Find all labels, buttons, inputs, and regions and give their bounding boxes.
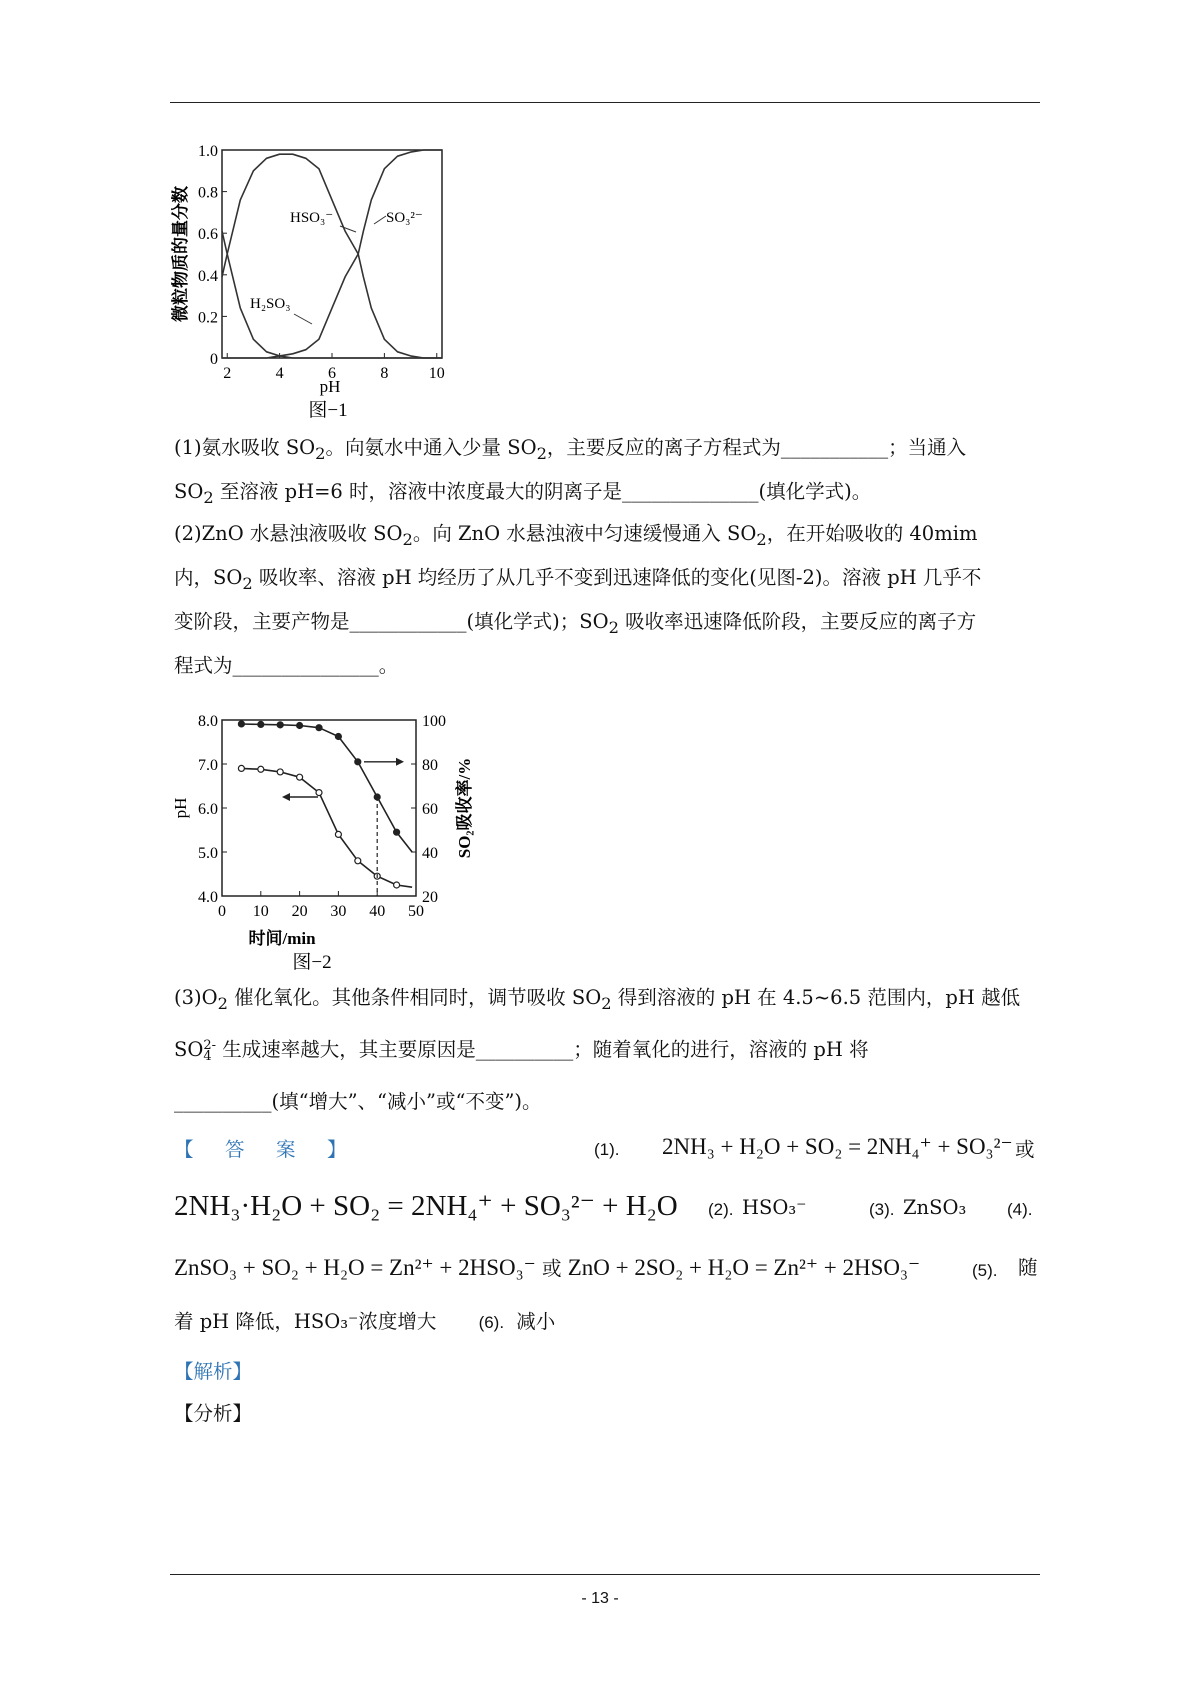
fig1-x-tick-label: 2 <box>223 365 232 382</box>
fig2-data-point <box>258 721 264 727</box>
fig2-x-tick-label: 10 <box>252 903 269 920</box>
fig1-y-axis-label: 微粒物质的量分数 <box>171 186 190 322</box>
fig1-y-tick-label: 0 <box>210 351 218 368</box>
fig2-plot-frame <box>222 720 416 896</box>
question-2-line-4: 程式为_______________。 <box>174 654 399 677</box>
fig2-right-tick-label: 80 <box>422 757 438 774</box>
question-3-line-1: $(3)O_2$ 催化氧化。其他条件相同时，调节吸收 $SO_2$ 得到溶液的 pH 在 4.5~6.5 范围内，pH 越低 <box>174 986 1021 1013</box>
question-2-line-2: 内，$SO_2$ 吸收率、溶液 pH 均经历了从几乎不变到迅速降低的变化(见图-2)。溶液 pH 几乎不 <box>174 566 982 593</box>
fig2-x-tick-label: 50 <box>408 903 424 920</box>
answer-equation-2: 2NH₃·H₂O + SO₂ = 2NH₄⁺ + SO₃²⁻ + H₂O <box>174 1190 678 1222</box>
fig2-right-tick-label: 100 <box>422 713 446 730</box>
answer-header: 【 答 案 】 <box>174 1138 353 1161</box>
fig1-plot-frame <box>222 150 442 358</box>
analysis-subheading: 【分析】 <box>174 1402 253 1425</box>
fig1-series-line <box>222 150 442 358</box>
footer-rule <box>170 1574 1040 1575</box>
fig2-right-arrowhead <box>396 758 404 766</box>
fig2-data-point <box>394 829 400 835</box>
fig2-data-point <box>335 734 341 740</box>
page-number: - 13 - <box>581 1590 619 1607</box>
fig2-data-point <box>316 790 322 796</box>
fig1-x-axis-label: pH <box>319 377 341 396</box>
fig1-y-tick-label: 0.4 <box>198 267 218 285</box>
fig1-y-tick-label: 1.0 <box>198 143 218 160</box>
fig2-left-tick-label: 8.0 <box>198 713 218 730</box>
header-rule <box>170 102 1040 103</box>
fig2-x-tick-label: 30 <box>330 903 347 920</box>
figure-2-chart <box>170 700 530 1000</box>
fig1-y-tick-label: 0.8 <box>198 184 218 202</box>
fig2-data-point <box>258 766 264 772</box>
fig2-data-point <box>277 769 283 775</box>
fig1-x-tick-label: 4 <box>275 365 284 382</box>
figure-1-chart <box>170 140 490 440</box>
fig2-data-point <box>277 722 283 728</box>
question-2-line-1: (2)ZnO 水悬浊液吸收 $SO_2$。向 ZnO 水悬浊液中匀速缓慢通入 $SO_2$，在开始吸收的 40mim <box>174 522 978 549</box>
fig2-x-tick-label: 20 <box>291 903 308 920</box>
fig2-data-point <box>297 774 303 780</box>
fig2-data-point <box>238 721 244 727</box>
answer-line-1: 【 答 案 】 (1). 2NH₃ + H₂O + SO₂ = 2NH₄⁺ + SO₃²⁻ 或 <box>174 1134 1035 1161</box>
fig2-left-tick-label: 4.0 <box>198 889 218 906</box>
question-3-line-2: SO 2- 4 生成速率越大，其主要原因是__________；随着氧化的进行，溶液的 pH 将 <box>174 1037 869 1064</box>
fig2-left-axis-label: pH <box>171 797 190 819</box>
fig2-caption: 图−2 <box>292 952 332 973</box>
fig2-right-axis-label: SO₂吸收率/% <box>455 757 474 859</box>
answer-line-4: 着 pH 降低，HSO₃⁻浓度增大 (6). 减小 <box>174 1310 556 1333</box>
fig1-label-leader <box>374 216 386 224</box>
fig1-x-tick-label: 6 <box>328 365 336 382</box>
question-1-line-2: $SO_2$ 至溶液 pH=6 时，溶液中浓度最大的阴离子是______________(填化学式)。 <box>174 480 872 507</box>
fig2-series-line <box>241 724 412 852</box>
fig1-x-tick-label: 8 <box>380 365 389 382</box>
fig1-label-leader <box>340 226 356 232</box>
fig2-right-tick-label: 40 <box>422 845 438 862</box>
question-2-line-3: 变阶段，主要产物是____________(填化学式)；$SO_2$ 吸收率迅速降低阶段，主要反应的离子方 <box>174 610 977 637</box>
fig2-right-tick-label: 60 <box>422 801 438 818</box>
fig2-left-arrowhead <box>282 793 290 801</box>
fig2-data-point <box>297 723 303 729</box>
fig2-data-point <box>238 765 244 771</box>
fig2-left-tick-label: 7.0 <box>198 757 218 774</box>
fig1-caption: 图−1 <box>308 400 348 421</box>
fig1-y-tick-label: 0.2 <box>198 309 218 327</box>
fig1-y-tick-label: 0.6 <box>198 226 218 244</box>
fig2-left-tick-label: 6.0 <box>198 801 218 818</box>
fig1-label-h2so3: H₂SO₃ <box>250 296 291 312</box>
fig2-series-line <box>241 768 412 887</box>
fig2-x-axis-label: 时间/min <box>248 929 316 948</box>
answer-line-3: ZnSO₃ + SO₂ + H₂O = Zn²⁺ + 2HSO₃⁻ 或 ZnO + 2SO₂ + H₂O = Zn²⁺ + 2HSO₃⁻ (5). 随 <box>174 1255 1038 1280</box>
analysis-label: 【解析】 <box>174 1360 253 1383</box>
answer-equation-1: 2NH₃ + H₂O + SO₂ = 2NH₄⁺ + SO₃²⁻ <box>662 1134 1013 1159</box>
fig1-series-line <box>222 231 442 358</box>
fig1-label-so3: SO₃²⁻ <box>386 210 423 226</box>
fig2-data-point <box>355 858 361 864</box>
fig2-x-tick-label: 0 <box>218 903 226 920</box>
fig2-left-tick-label: 5.0 <box>198 845 218 862</box>
answer-equation-4b: ZnO + 2SO₂ + H₂O = Zn²⁺ + 2HSO₃⁻ <box>567 1255 921 1280</box>
answer-equation-4a: ZnSO₃ + SO₂ + H₂O = Zn²⁺ + 2HSO₃⁻ <box>174 1255 536 1280</box>
fig1-series-line <box>222 154 442 358</box>
fig2-x-tick-label: 40 <box>369 903 386 920</box>
fig2-right-tick-label: 20 <box>422 889 438 906</box>
fig2-data-point <box>335 831 341 837</box>
fig1-x-tick-label: 10 <box>428 365 445 382</box>
fig2-data-point <box>355 759 361 765</box>
question-3-line-3: __________(填“增大”、“减小”或“不变”)。 <box>174 1090 542 1113</box>
answer-line-2: 2NH₃·H₂O + SO₂ = 2NH₄⁺ + SO₃²⁻ + H₂O (2). HSO₃⁻ (3). ZnSO₃ (4). <box>174 1190 1033 1222</box>
question-1-line-1: (1)氨水吸收 $SO_2$。向氨水中通入少量 $SO_2$，主要反应的离子方程式为___________；当通入 <box>174 436 967 463</box>
fig2-data-point <box>394 882 400 888</box>
fig2-data-point <box>316 725 322 731</box>
fig1-label-leader <box>294 314 312 324</box>
fig1-label-hso3: HSO₃⁻ <box>290 210 334 226</box>
